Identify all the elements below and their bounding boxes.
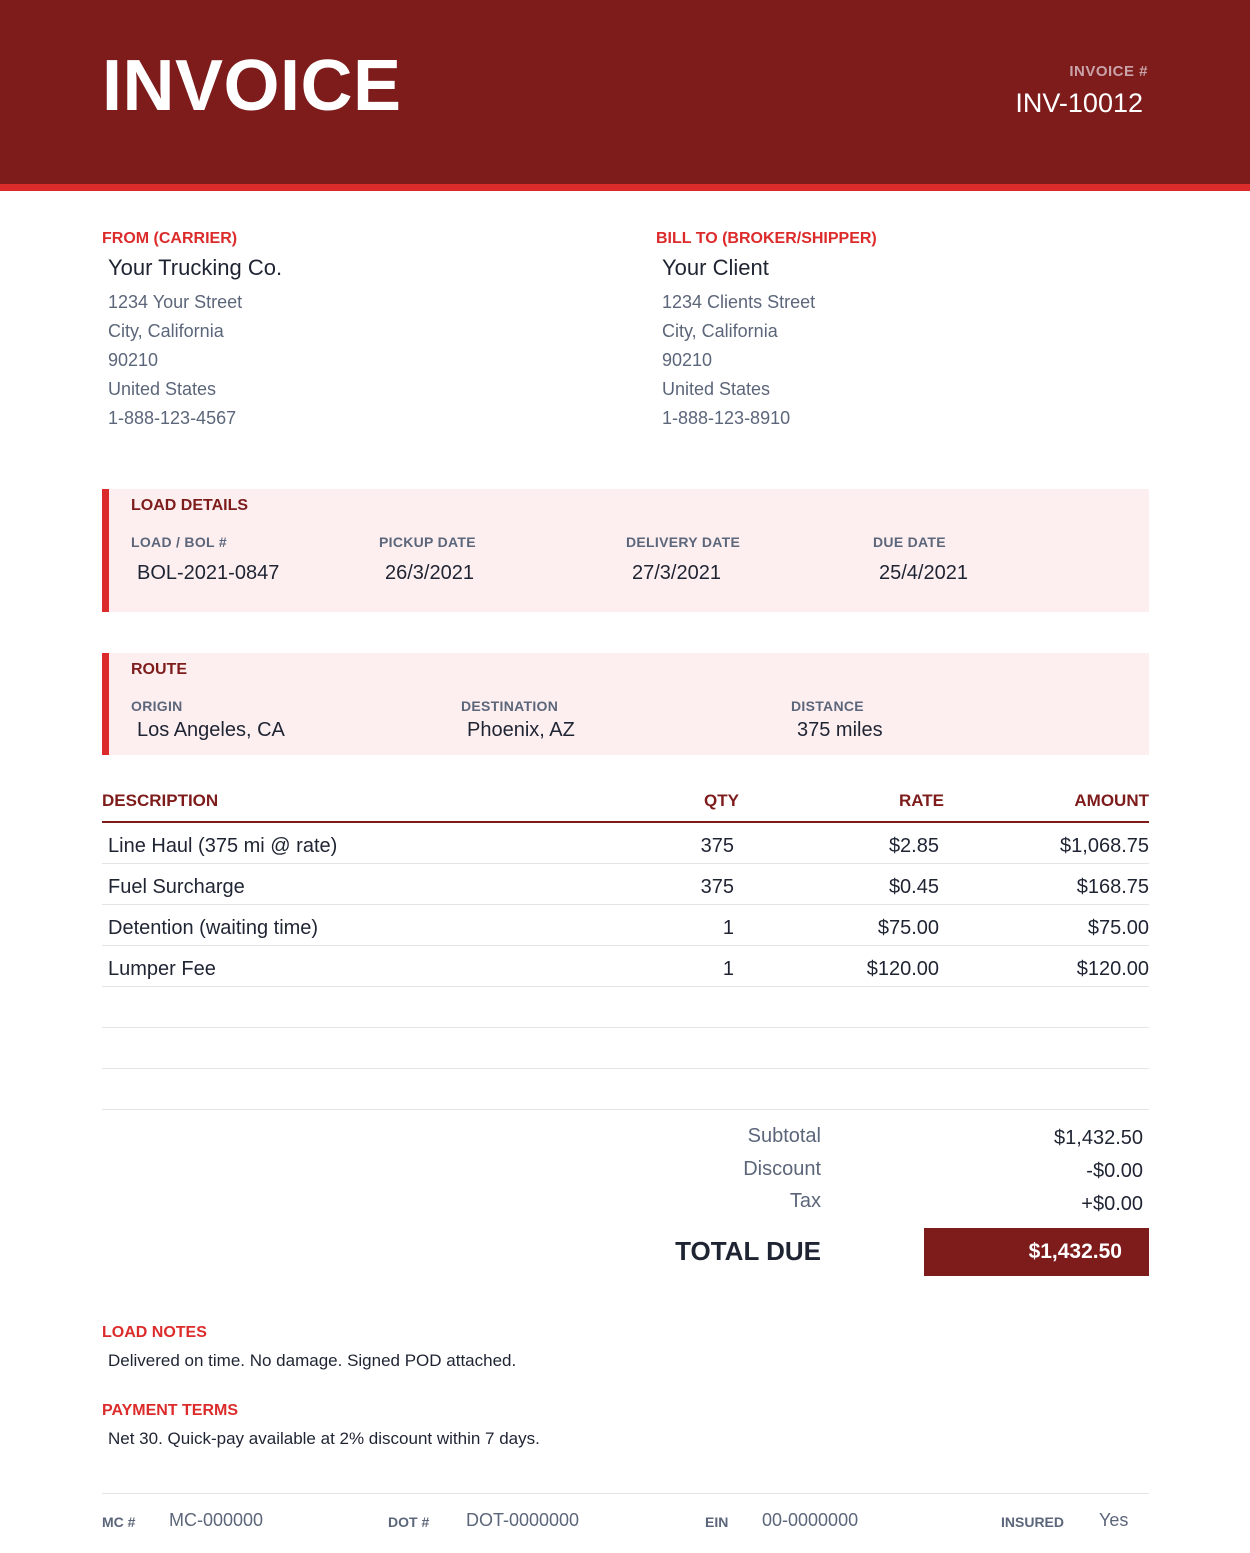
bill-to-label: BILL TO (BROKER/SHIPPER)	[656, 230, 877, 247]
insured-value: Yes	[1099, 1510, 1129, 1530]
row-amount: $1,068.75	[1060, 835, 1149, 857]
table-row	[102, 946, 1149, 987]
row-qty: 1	[722, 958, 734, 980]
total-due-box	[924, 1228, 1149, 1276]
route-panel	[102, 653, 1149, 755]
payment-terms-text: Net 30. Quick-pay available at 2% discount within 7 days.	[108, 1429, 540, 1448]
row-rate: $120.00	[866, 958, 939, 980]
origin-label: ORIGIN	[131, 698, 183, 714]
origin-value: Los Angeles, CA	[137, 719, 285, 741]
delivery-date-label: DELIVERY DATE	[626, 534, 741, 550]
due-date-label: DUE DATE	[873, 534, 946, 550]
mc-value: MC-000000	[169, 1510, 264, 1530]
invoice-number: INV-10012	[1015, 88, 1143, 118]
column-header-rate: RATE	[898, 791, 944, 810]
row-description: Fuel Surcharge	[108, 876, 245, 898]
tax-label: Tax	[789, 1190, 821, 1212]
row-amount: $168.75	[1076, 876, 1149, 898]
route-title: ROUTE	[131, 661, 187, 678]
row-description: Lumper Fee	[108, 958, 216, 980]
row-rate: $75.00	[877, 917, 939, 939]
payment-terms-label: PAYMENT TERMS	[102, 1402, 239, 1419]
row-amount: $75.00	[1087, 917, 1149, 939]
subtotal-label: Subtotal	[747, 1125, 821, 1147]
tax-value: +$0.00	[1081, 1193, 1143, 1215]
load-bol-label: LOAD / BOL #	[131, 534, 227, 550]
from-country: United States	[108, 379, 217, 399]
discount-label: Discount	[743, 1158, 821, 1180]
column-header-amount: AMOUNT	[1074, 791, 1149, 810]
invoice-header	[0, 0, 1250, 184]
row-rate: $2.85	[888, 835, 939, 857]
bill-to-name: Your Client	[662, 255, 769, 280]
insured-label: INSURED	[1001, 1514, 1065, 1530]
due-date-field	[873, 534, 968, 585]
header-stripe	[0, 184, 1250, 191]
origin-field	[131, 698, 285, 742]
row-rate: $0.45	[888, 876, 939, 898]
bill-to-street: 1234 Clients Street	[662, 292, 816, 312]
row-qty: 375	[700, 876, 734, 898]
load-bol-value: BOL-2021-0847	[137, 562, 280, 584]
from-phone: 1-888-123-4567	[108, 408, 237, 428]
row-amount: $120.00	[1076, 958, 1149, 980]
row-description: Line Haul (375 mi @ rate)	[108, 835, 338, 857]
from-zip: 90210	[108, 350, 159, 370]
load-bol-field	[131, 534, 279, 585]
column-header-description: DESCRIPTION	[102, 791, 219, 810]
destination-value: Phoenix, AZ	[467, 719, 575, 741]
table-row	[102, 823, 1149, 864]
from-carrier-block	[102, 230, 602, 433]
from-street: 1234 Your Street	[108, 292, 243, 312]
discount-value: -$0.00	[1086, 1160, 1143, 1182]
column-header-qty: QTY	[704, 791, 739, 810]
distance-value: 375 miles	[797, 719, 883, 741]
invoice-title: INVOICE	[102, 46, 402, 126]
destination-label: DESTINATION	[461, 698, 559, 714]
bill-to-block	[656, 230, 1156, 433]
table-row-empty	[102, 987, 1149, 1028]
ein-value: 00-0000000	[762, 1510, 859, 1530]
load-details-panel	[102, 489, 1149, 612]
row-description: Detention (waiting time)	[108, 917, 319, 939]
table-row	[102, 864, 1149, 905]
load-details-title: LOAD DETAILS	[131, 497, 249, 514]
from-city: City, California	[108, 321, 224, 341]
delivery-date-field	[626, 534, 740, 585]
from-name: Your Trucking Co.	[108, 255, 283, 280]
destination-field	[461, 698, 575, 742]
row-qty: 1	[722, 917, 734, 939]
distance-label: DISTANCE	[791, 698, 864, 714]
total-due-value: $1,432.50	[1028, 1240, 1122, 1263]
total-due-label: TOTAL DUE	[675, 1236, 821, 1266]
mc-label: MC #	[102, 1514, 136, 1530]
bill-to-country: United States	[662, 379, 771, 399]
ein-label: EIN	[705, 1514, 729, 1530]
dot-value: DOT-0000000	[466, 1510, 580, 1530]
from-label: FROM (CARRIER)	[102, 230, 238, 247]
invoice-number-label: INVOICE #	[1069, 63, 1148, 80]
subtotal-value: $1,432.50	[1054, 1127, 1143, 1149]
table-row-empty	[102, 1069, 1149, 1110]
delivery-date-value: 27/3/2021	[632, 562, 721, 584]
pickup-date-label: PICKUP DATE	[379, 534, 476, 550]
pickup-date-value: 26/3/2021	[385, 562, 474, 584]
footer-rule	[102, 1493, 1149, 1494]
pickup-date-field	[379, 534, 476, 585]
distance-field	[791, 698, 883, 742]
table-row-empty	[102, 1028, 1149, 1069]
dot-label: DOT #	[388, 1514, 430, 1530]
bill-to-phone: 1-888-123-8910	[662, 408, 791, 428]
bill-to-zip: 90210	[662, 350, 713, 370]
table-row	[102, 905, 1149, 946]
due-date-value: 25/4/2021	[879, 562, 968, 584]
bill-to-city: City, California	[662, 321, 778, 341]
row-qty: 375	[700, 835, 734, 857]
load-notes-text: Delivered on time. No damage. Signed POD attached.	[108, 1351, 517, 1370]
load-notes-label: LOAD NOTES	[102, 1324, 207, 1341]
